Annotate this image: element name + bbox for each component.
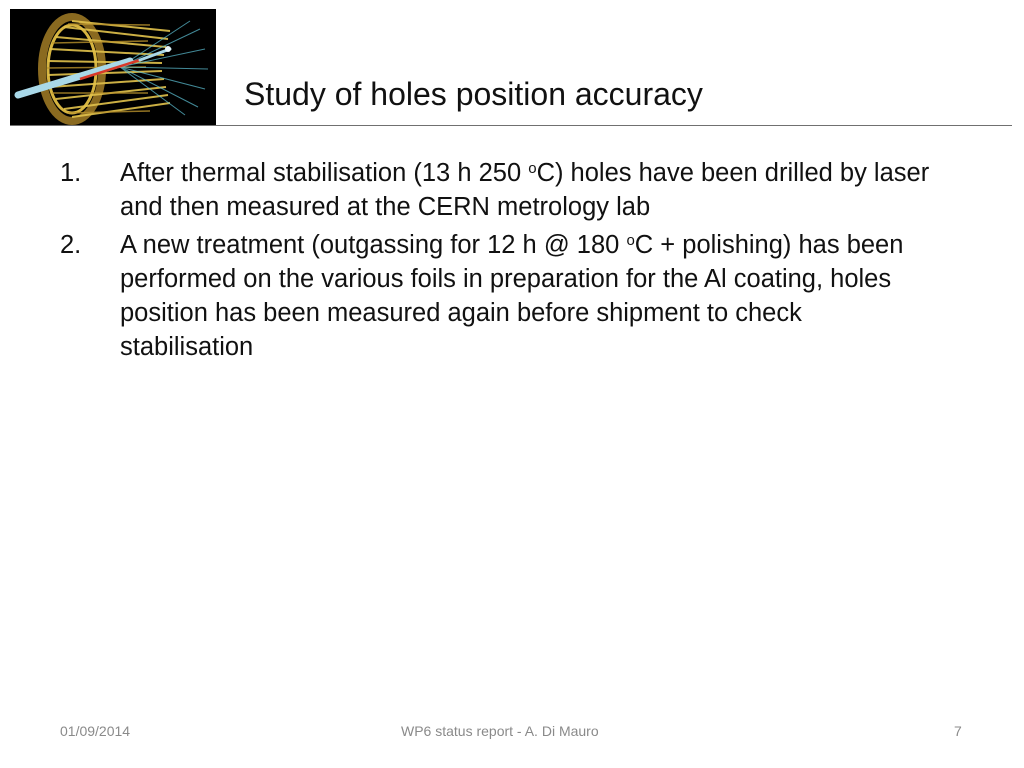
content-list: [60, 156, 940, 368]
list-item-number: 1.: [60, 159, 82, 187]
list-item-number: 2.: [60, 231, 82, 259]
page-number: 7: [954, 723, 962, 739]
footer-date: 01/09/2014: [60, 723, 131, 739]
detector-illustration-icon: [10, 9, 216, 125]
list-item-text-part: After thermal stabilisation (13 h 250: [120, 159, 529, 187]
degree-symbol: o: [528, 160, 537, 177]
list-item-text: [120, 156, 940, 224]
list-item-text-part: C + polishing) has been performed on the various foils in preparation for the Al coating, holes position has been measured again before shipment to check stabilisation: [120, 231, 904, 361]
degree-symbol: o: [626, 232, 635, 249]
list-item: [60, 156, 940, 224]
list-item-text-part: C) holes have been drilled by laser and then measured at the CERN metrology lab: [120, 159, 930, 221]
title-divider: [10, 125, 1012, 126]
list-item-text-part: A new treatment (outgassing for 12 h @ 180: [120, 231, 627, 259]
list-item-text: [120, 228, 940, 364]
slide-title: Study of holes position accuracy: [244, 76, 703, 112]
footer-title: WP6 status report - A. Di Mauro: [401, 723, 599, 739]
list-item: [60, 228, 940, 364]
